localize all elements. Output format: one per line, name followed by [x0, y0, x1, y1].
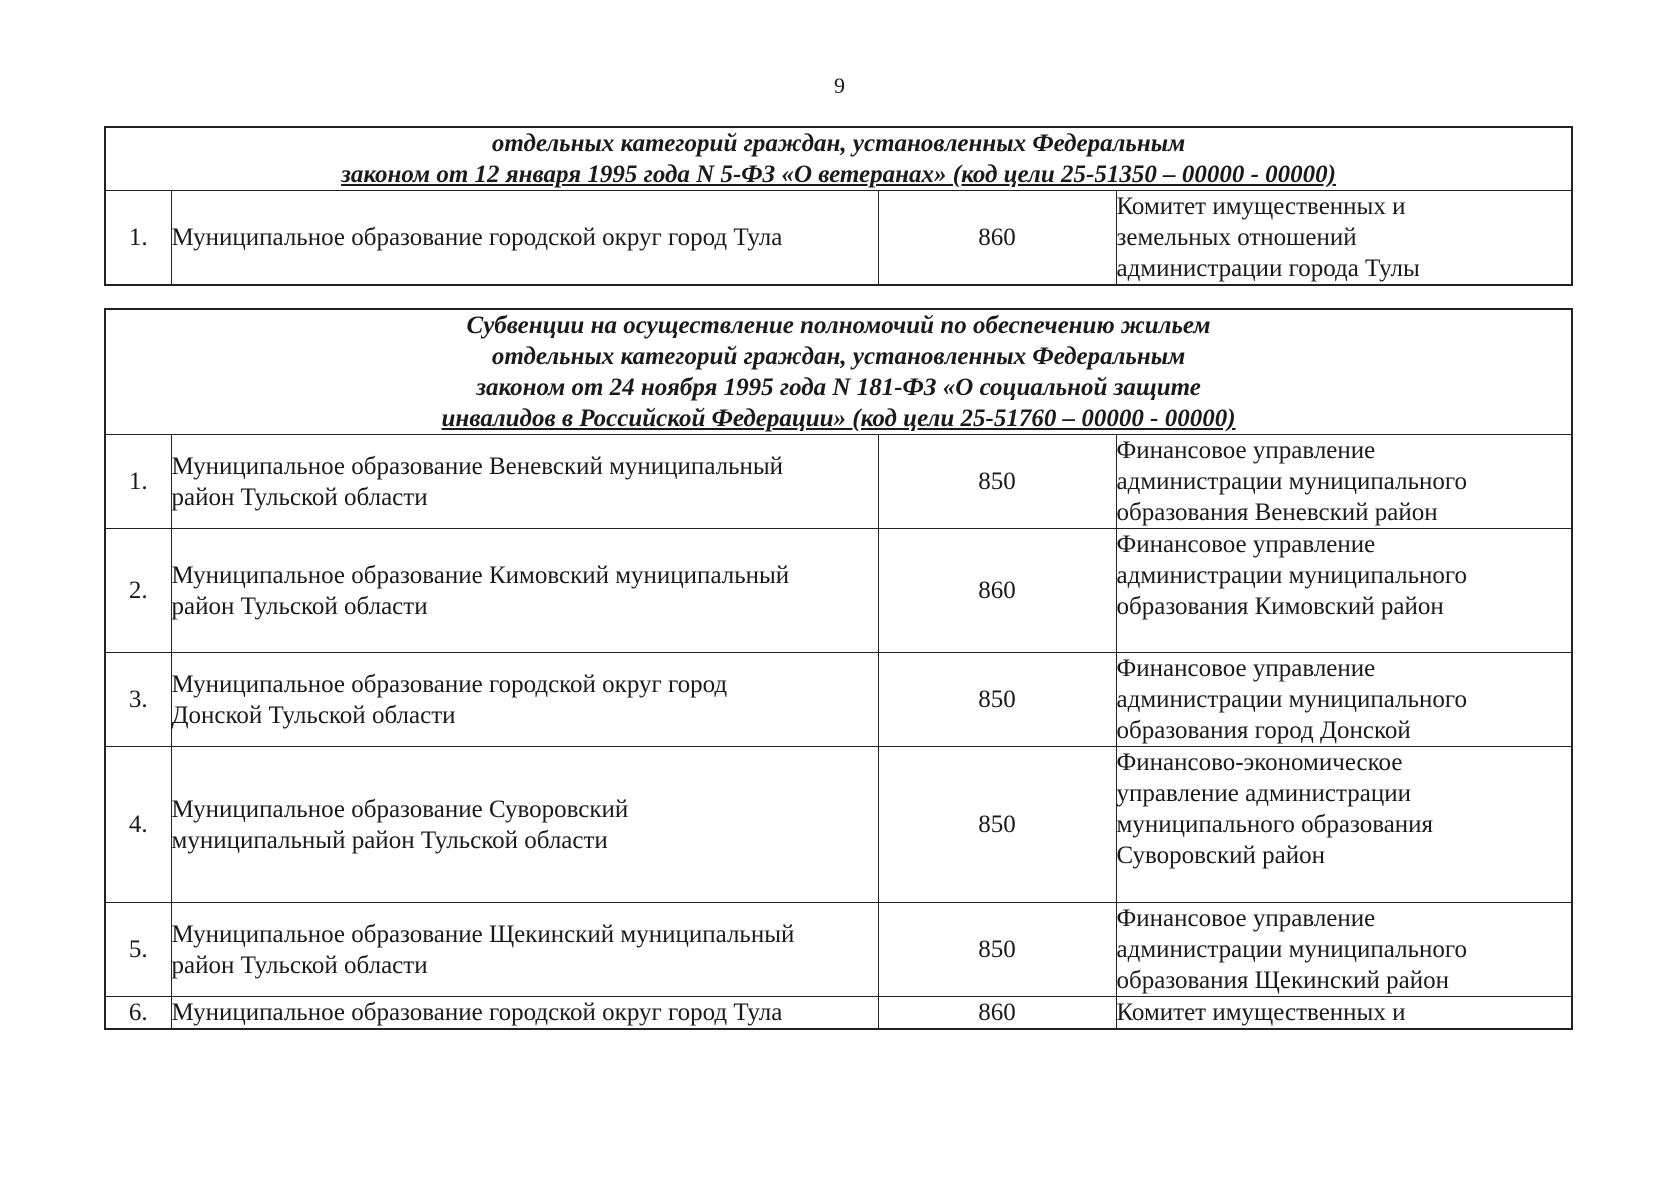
header-line: отдельных категорий граждан, установленных Федеральным — [491, 343, 1186, 370]
administrator-line: администрации муниципального — [1116, 468, 1468, 495]
administrator-line: администрации муниципального — [1116, 562, 1468, 589]
table-row — [105, 529, 1572, 653]
municipality-name — [171, 435, 878, 529]
table-row — [105, 435, 1572, 529]
administrator-line: Финансовое управление — [1116, 531, 1376, 558]
municipality-name — [171, 747, 878, 903]
subvention-table-veterans — [104, 126, 1573, 286]
municipality-name-line: Муниципальное образование Суворовский — [171, 795, 629, 823]
page-number: 9 — [834, 73, 845, 98]
table-row — [105, 653, 1572, 747]
administrator-name — [1116, 435, 1572, 529]
administrator-line: Финансовое управление — [1116, 437, 1376, 464]
administrator-line: Финансово-экономическое — [1116, 749, 1403, 776]
municipality-name-line: Муниципальное образование городской округ город — [171, 670, 728, 698]
administrator-line: управление администрации — [1116, 780, 1411, 807]
municipality-name-line: Муниципальное образование Веневский муниципальный — [171, 452, 784, 480]
budget-code: 850 — [878, 747, 1116, 903]
table-header — [105, 309, 1572, 435]
administrator-line: Финансовое управление — [1116, 655, 1376, 682]
municipality-name — [171, 997, 878, 1030]
budget-code: 860 — [878, 191, 1116, 286]
municipality-name-line: район Тульской области — [171, 951, 428, 979]
administrator-name — [1116, 997, 1572, 1030]
budget-code: 850 — [878, 903, 1116, 997]
administrator-line: муниципального образования — [1116, 811, 1434, 838]
administrator-line: образования Щекинский район — [1116, 967, 1449, 994]
administrator-line: образования Кимовский район — [1116, 593, 1444, 620]
budget-code: 850 — [878, 435, 1116, 529]
table-row — [105, 191, 1572, 286]
municipality-name — [171, 903, 878, 997]
table-row — [105, 747, 1572, 903]
table-header — [105, 127, 1572, 191]
administrator-name — [1116, 903, 1572, 997]
municipality-name-line: Муниципальное образование городской округ город Тула — [171, 999, 783, 1026]
municipality-name-line: Муниципальное образование Щекинский муниципальный — [171, 920, 795, 948]
row-number: 6. — [105, 997, 171, 1030]
administrator-line: Комитет имущественных и — [1116, 193, 1406, 220]
header-line: инвалидов в Российской Федерации» (код цели 25-51760 – 00000 - 00000) — [441, 405, 1236, 432]
administrator-line: администрации муниципального — [1116, 686, 1468, 713]
budget-code: 860 — [878, 529, 1116, 653]
budget-code: 850 — [878, 653, 1116, 747]
administrator-name — [1116, 653, 1572, 747]
municipality-name — [171, 191, 878, 286]
administrator-line: администрации муниципального — [1116, 936, 1468, 963]
municipality-name-line: Муниципальное образование Кимовский муниципальный — [171, 561, 790, 589]
row-number: 1. — [105, 191, 171, 286]
table-header-row — [105, 127, 1572, 191]
administrator-name — [1116, 747, 1572, 903]
municipality-name-line: район Тульской области — [171, 592, 428, 620]
table-header-row — [105, 309, 1572, 435]
municipality-name-line: Донской Тульской области — [171, 701, 456, 729]
row-number: 5. — [105, 903, 171, 997]
budget-code: 860 — [878, 997, 1116, 1030]
table-row — [105, 997, 1572, 1030]
municipality-name-line: Муниципальное образование городской округ город Тула — [171, 224, 783, 251]
administrator-name — [1116, 191, 1572, 286]
row-number: 4. — [105, 747, 171, 903]
header-line: законом от 24 ноября 1995 года N 181-ФЗ «О социальной защите — [476, 374, 1201, 401]
administrator-line: Суворовский район — [1116, 842, 1325, 869]
subvention-table-disabled — [104, 308, 1573, 1030]
row-number: 3. — [105, 653, 171, 747]
administrator-name — [1116, 529, 1572, 653]
administrator-line: Финансовое управление — [1116, 905, 1376, 932]
table-row — [105, 903, 1572, 997]
administrator-line: Комитет имущественных и — [1116, 999, 1406, 1026]
municipality-name — [171, 529, 878, 653]
row-number: 2. — [105, 529, 171, 653]
header-line: законом от 12 января 1995 года N 5-ФЗ «О ветеранах» (код цели 25-51350 – 00000 - 00000) — [341, 161, 1336, 188]
municipality-name-line: муниципальный район Тульской области — [171, 826, 608, 854]
header-line: отдельных категорий граждан, установленных Федеральным — [491, 130, 1186, 157]
administrator-line: администрации города Тулы — [1116, 255, 1420, 282]
administrator-line: образования город Донской — [1116, 717, 1411, 744]
row-number: 1. — [105, 435, 171, 529]
administrator-line: земельных отношений — [1116, 224, 1357, 251]
municipality-name — [171, 653, 878, 747]
header-line: Субвенции на осуществление полномочий по обеспечению жильем — [466, 312, 1211, 339]
municipality-name-line: район Тульской области — [171, 483, 428, 511]
administrator-line: образования Веневский район — [1116, 499, 1438, 526]
